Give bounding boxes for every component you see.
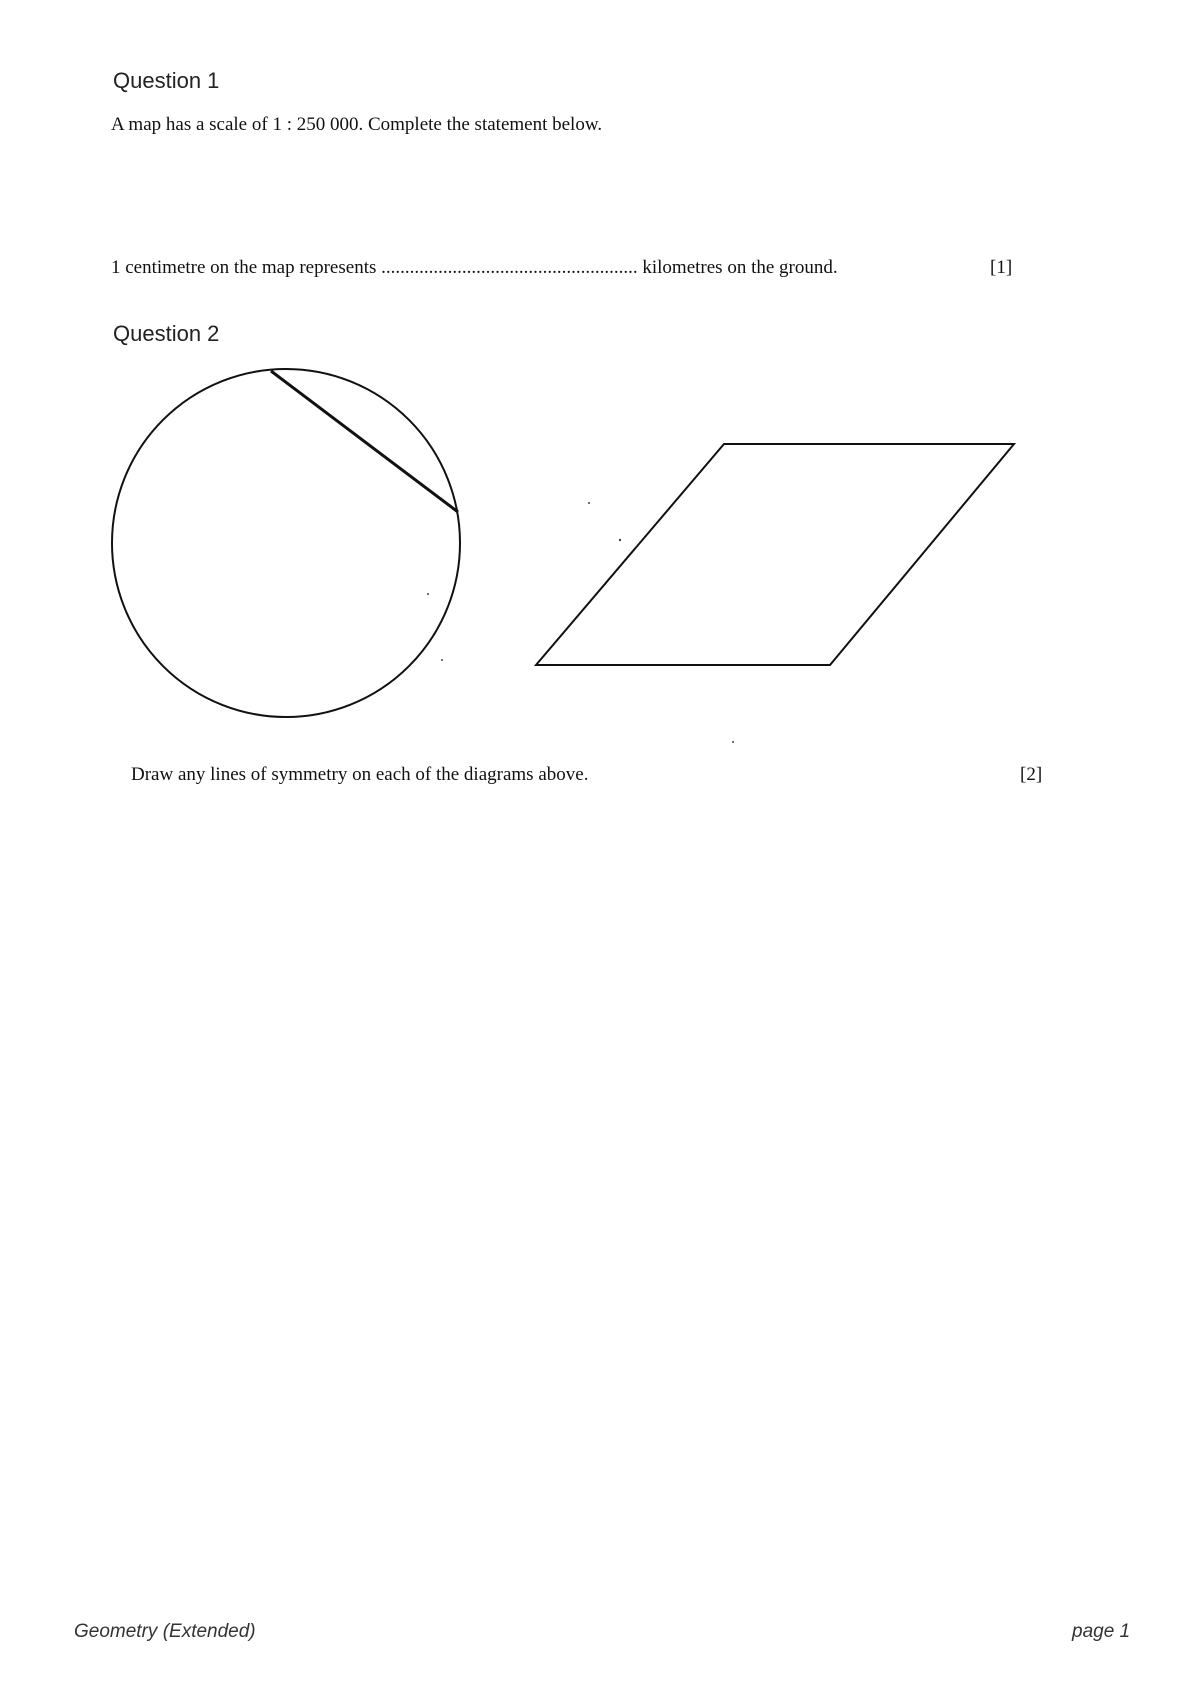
question-1-heading: Question 1 <box>113 68 220 93</box>
chord-line <box>271 371 458 512</box>
question-2-heading: Question 2 <box>113 321 220 346</box>
answer-blank[interactable]: ...................................................... <box>381 257 638 278</box>
speck-mark <box>441 659 443 661</box>
footer-title: Geometry (Extended) <box>74 1621 256 1642</box>
question-2-marks: [2] <box>1020 764 1043 785</box>
speck-mark <box>427 593 429 595</box>
speck-mark <box>619 539 621 541</box>
symmetry-diagrams <box>0 0 1200 800</box>
speck-mark <box>588 502 590 504</box>
statement-end: kilometres on the ground. <box>642 257 838 278</box>
statement-start: 1 centimetre on the map represents <box>111 257 377 278</box>
circle-with-chord-diagram[interactable] <box>112 369 460 717</box>
circle-shape[interactable] <box>112 369 460 717</box>
speck-mark <box>732 741 734 743</box>
question-2-instruction: Draw any lines of symmetry on each of the diagrams above. <box>131 764 589 785</box>
question-1-prompt: A map has a scale of 1 : 250 000. Complete the statement below. <box>111 114 603 135</box>
footer-page-number: page 1 <box>1072 1621 1131 1642</box>
question-1-marks: [1] <box>990 257 1013 278</box>
parallelogram-shape[interactable] <box>536 444 1014 665</box>
